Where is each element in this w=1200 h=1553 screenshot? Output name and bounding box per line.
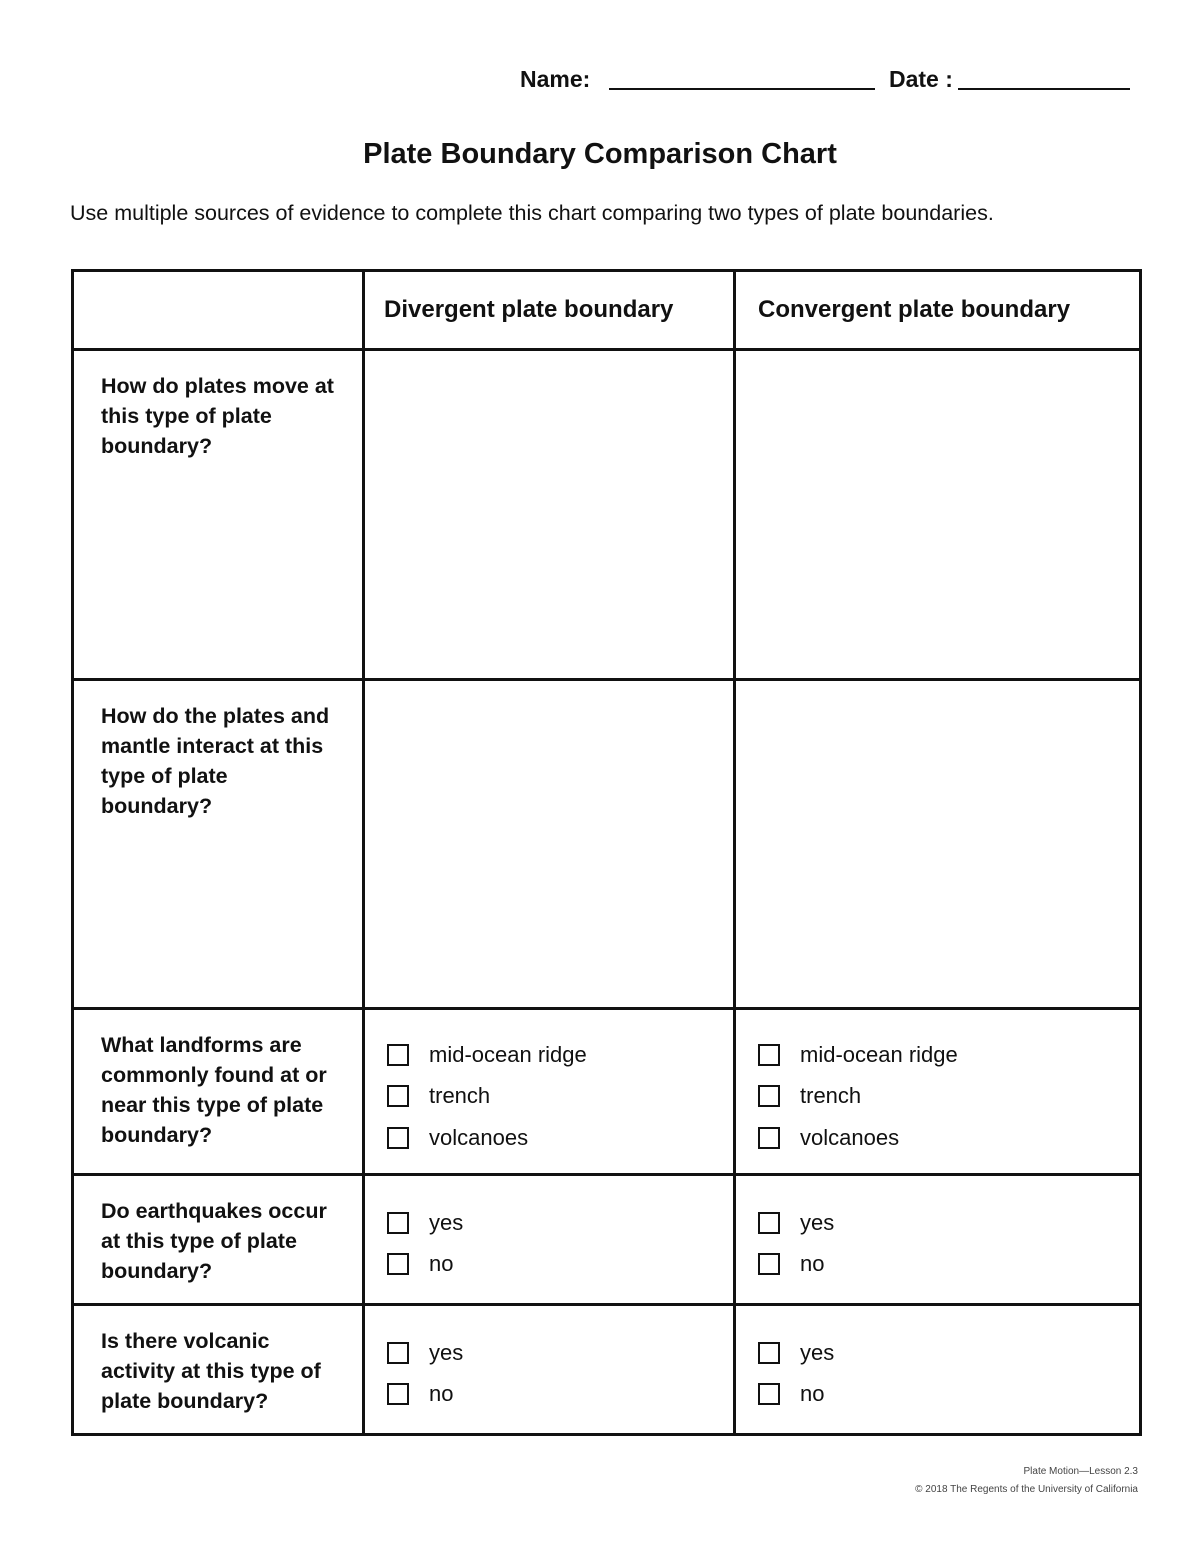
option-label: no bbox=[429, 1381, 454, 1407]
question-cell bbox=[73, 350, 364, 680]
checkbox-icon[interactable] bbox=[758, 1253, 780, 1275]
checkbox-icon[interactable] bbox=[758, 1085, 780, 1107]
checkbox-icon[interactable] bbox=[387, 1044, 409, 1066]
checkbox-option[interactable] bbox=[387, 1244, 733, 1286]
question-cell bbox=[73, 1305, 364, 1435]
question-cell bbox=[73, 1175, 364, 1305]
date-blank-field[interactable] bbox=[958, 88, 1130, 90]
date-label: Date : bbox=[889, 66, 953, 92]
checkbox-option[interactable] bbox=[387, 1332, 733, 1374]
answer-cell-convergent[interactable] bbox=[735, 350, 1141, 680]
question-text: How do plates move at this type of plate boundary? bbox=[101, 374, 334, 458]
checkbox-option[interactable] bbox=[758, 1332, 1139, 1374]
corner-cell bbox=[73, 271, 364, 350]
checkbox-icon[interactable] bbox=[387, 1212, 409, 1234]
option-label: no bbox=[800, 1381, 825, 1407]
option-label: yes bbox=[800, 1209, 835, 1235]
option-label: trench bbox=[800, 1083, 862, 1109]
answer-cell-divergent bbox=[364, 1305, 735, 1435]
checkbox-icon[interactable] bbox=[758, 1383, 780, 1405]
checkbox-icon[interactable] bbox=[758, 1044, 780, 1066]
option-label: trench bbox=[429, 1083, 491, 1109]
answer-cell-convergent bbox=[735, 1175, 1141, 1305]
footer-lesson: Plate Motion—Lesson 2.3 bbox=[1023, 1466, 1138, 1477]
page-title: Plate Boundary Comparison Chart bbox=[363, 138, 837, 170]
option-label: yes bbox=[429, 1339, 464, 1365]
question-text: How do the plates and mantle interact at this type of plate boundary? bbox=[101, 704, 330, 818]
question-text: What landforms are commonly found at or near this type of plate boundary? bbox=[101, 1033, 327, 1147]
checkbox-option[interactable] bbox=[758, 1034, 1139, 1076]
header-row bbox=[73, 271, 1141, 350]
answer-cell-divergent bbox=[364, 1009, 735, 1175]
answer-cell-convergent bbox=[735, 1305, 1141, 1435]
answer-cell-divergent[interactable] bbox=[364, 350, 735, 680]
checkbox-option[interactable] bbox=[387, 1374, 733, 1416]
option-label: yes bbox=[800, 1339, 835, 1365]
answer-cell-divergent[interactable] bbox=[364, 680, 735, 1009]
checkbox-icon[interactable] bbox=[387, 1383, 409, 1405]
checkbox-icon[interactable] bbox=[758, 1212, 780, 1234]
option-label: volcanoes bbox=[800, 1124, 900, 1150]
checkbox-option[interactable] bbox=[758, 1117, 1139, 1159]
checkbox-icon[interactable] bbox=[758, 1127, 780, 1149]
table-row bbox=[73, 680, 1141, 1009]
table-row bbox=[73, 1009, 1141, 1175]
column-header-convergent: Convergent plate boundary bbox=[735, 271, 1141, 350]
checkbox-option[interactable] bbox=[387, 1034, 733, 1076]
question-text: Do earthquakes occur at this type of plate boundary? bbox=[101, 1199, 327, 1283]
option-label: no bbox=[800, 1251, 825, 1277]
checkbox-icon[interactable] bbox=[387, 1085, 409, 1107]
checkbox-option[interactable] bbox=[758, 1076, 1139, 1118]
checkbox-option[interactable] bbox=[758, 1374, 1139, 1416]
option-label: yes bbox=[429, 1209, 464, 1235]
option-label: volcanoes bbox=[429, 1124, 529, 1150]
answer-cell-convergent bbox=[735, 1009, 1141, 1175]
checkbox-option[interactable] bbox=[758, 1244, 1139, 1286]
comparison-chart bbox=[71, 269, 1142, 1436]
footer-copyright: © 2018 The Regents of the University of California bbox=[915, 1484, 1138, 1495]
table-row bbox=[73, 350, 1141, 680]
table-row bbox=[73, 1305, 1141, 1435]
checkbox-icon[interactable] bbox=[387, 1253, 409, 1275]
name-blank-field[interactable] bbox=[609, 88, 875, 90]
checkbox-option[interactable] bbox=[758, 1202, 1139, 1244]
answer-cell-divergent bbox=[364, 1175, 735, 1305]
option-label: mid-ocean ridge bbox=[800, 1041, 958, 1067]
name-label: Name: bbox=[520, 66, 591, 92]
table-row bbox=[73, 1175, 1141, 1305]
checkbox-option[interactable] bbox=[387, 1076, 733, 1118]
question-text: Is there volcanic activity at this type of plate boundary? bbox=[101, 1329, 321, 1413]
answer-cell-convergent[interactable] bbox=[735, 680, 1141, 1009]
option-label: mid-ocean ridge bbox=[429, 1041, 587, 1067]
question-cell bbox=[73, 680, 364, 1009]
instructions: Use multiple sources of evidence to complete this chart comparing two types of plate boundaries. bbox=[70, 201, 994, 225]
checkbox-option[interactable] bbox=[387, 1117, 733, 1159]
checkbox-icon[interactable] bbox=[387, 1342, 409, 1364]
checkbox-icon[interactable] bbox=[387, 1127, 409, 1149]
question-cell bbox=[73, 1009, 364, 1175]
checkbox-icon[interactable] bbox=[758, 1342, 780, 1364]
column-header-divergent: Divergent plate boundary bbox=[364, 271, 735, 350]
option-label: no bbox=[429, 1251, 454, 1277]
checkbox-option[interactable] bbox=[387, 1202, 733, 1244]
